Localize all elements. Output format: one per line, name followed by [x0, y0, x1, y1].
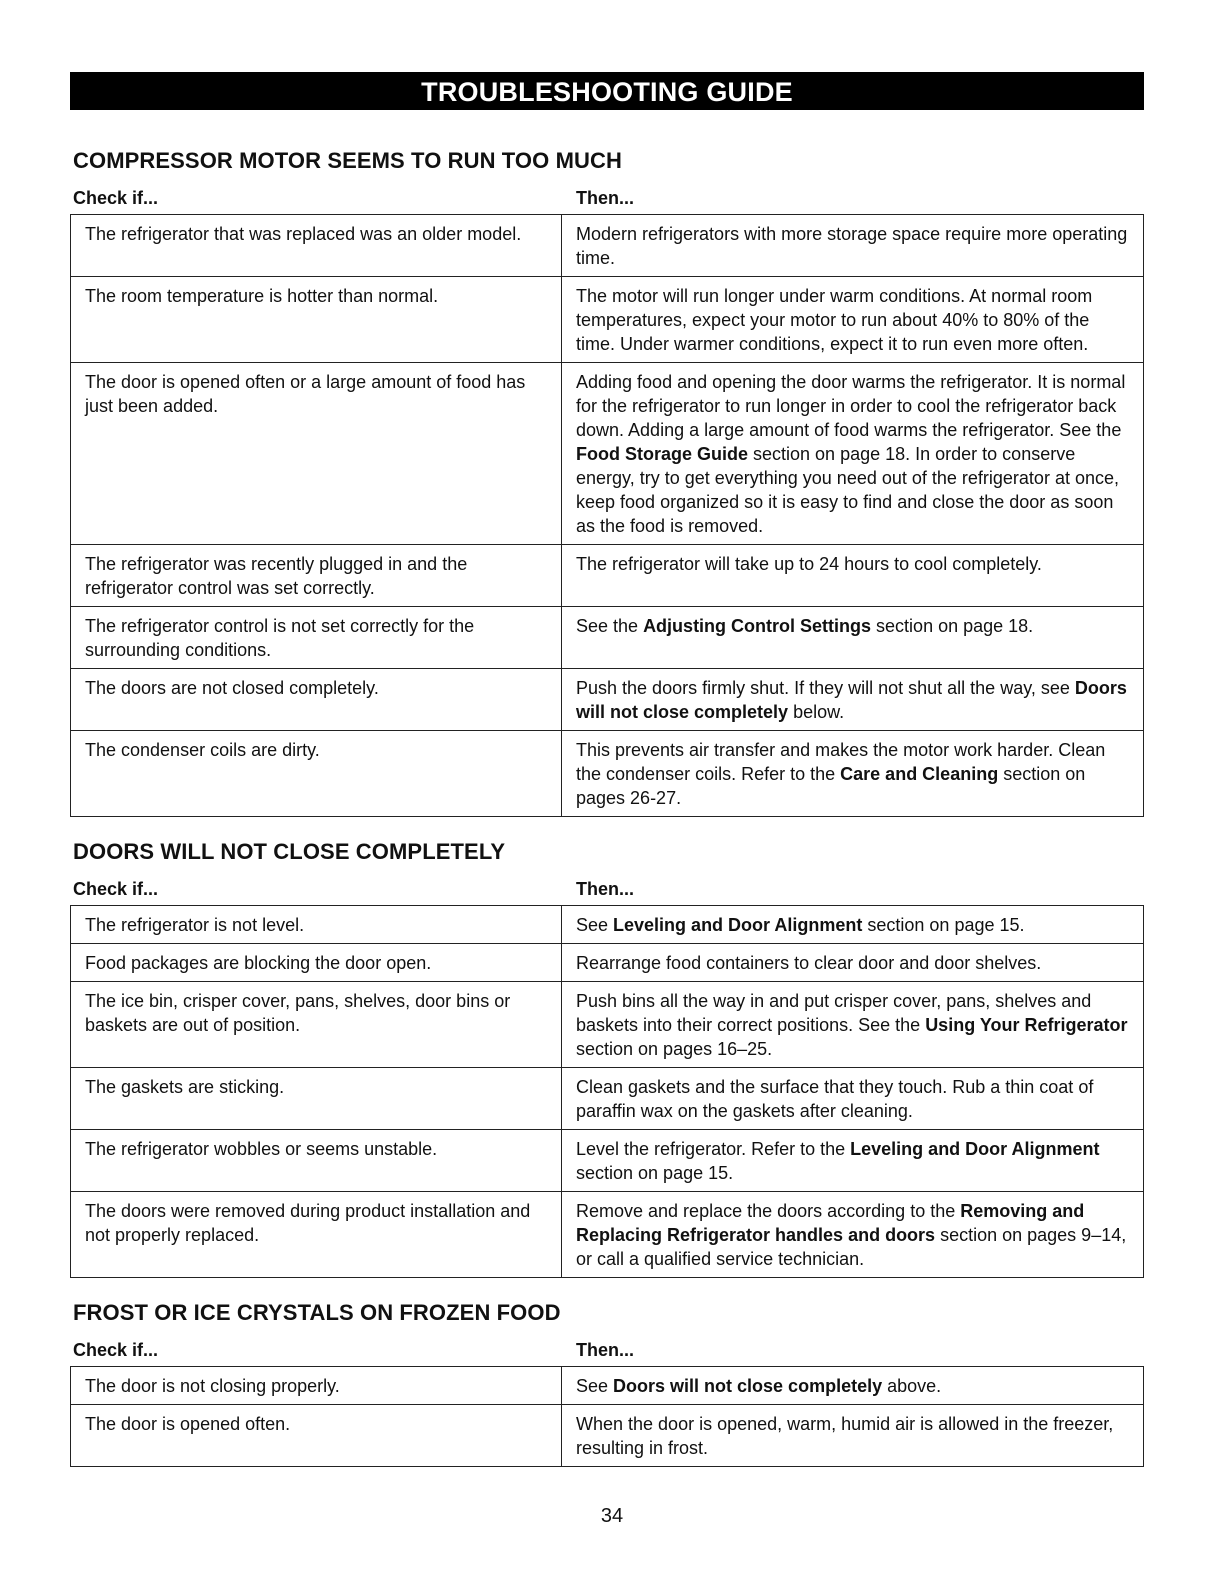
- then-text: above.: [882, 1376, 942, 1396]
- then-text: Remove and replace the doors according to the: [576, 1201, 961, 1221]
- then-cell: [562, 731, 1144, 817]
- table-row: [71, 1367, 1144, 1405]
- check-if-cell: The gaskets are sticking.: [71, 1068, 562, 1130]
- section-reference: Using Your Refrigerator: [925, 1015, 1128, 1035]
- then-text: section on pages 9–14, or call a qualified service technician.: [576, 1225, 1127, 1269]
- then-text: Rearrange food containers to clear door and door shelves.: [576, 953, 1042, 973]
- then-text: section on page 18.: [871, 616, 1034, 636]
- table-row: [71, 906, 1144, 944]
- column-headers: [70, 875, 1144, 905]
- troubleshooting-table: [70, 214, 1144, 817]
- check-if-cell: The doors are not closed completely.: [71, 669, 562, 731]
- check-if-cell: The refrigerator is not level.: [71, 906, 562, 944]
- check-if-cell: The refrigerator was recently plugged in and the refrigerator control was set correctly.: [71, 545, 562, 607]
- table-row: [71, 669, 1144, 731]
- then-cell: [562, 1130, 1144, 1192]
- then-text: section on page 15.: [862, 915, 1025, 935]
- then-text: See the: [576, 616, 644, 636]
- table-row: [71, 731, 1144, 817]
- section-frost: [70, 1300, 1144, 1467]
- column-headers: [70, 184, 1144, 214]
- table-row: [71, 1068, 1144, 1130]
- then-text: section on pages 16–25.: [576, 1039, 773, 1059]
- then-text: The motor will run longer under warm conditions. At normal room temperatures, expect your motor to run about 40% to 80% of the time. Under warmer conditions, expect it to run even more often.: [576, 286, 1093, 354]
- then-text: See: [576, 915, 614, 935]
- then-cell: [562, 607, 1144, 669]
- then-text: The refrigerator will take up to 24 hours to cool completely.: [576, 554, 1042, 574]
- check-if-cell: The door is opened often or a large amount of food has just been added.: [71, 363, 562, 545]
- section-reference: Doors will not close completely: [576, 678, 1127, 722]
- section-reference: Adjusting Control Settings: [643, 616, 872, 636]
- table-row: [71, 1130, 1144, 1192]
- section-title: FROST OR ICE CRYSTALS ON FROZEN FOOD: [73, 1300, 561, 1325]
- section-reference: Leveling and Door Alignment: [850, 1139, 1100, 1159]
- section-reference: Care and Cleaning: [840, 764, 999, 784]
- table-row: [71, 363, 1144, 545]
- check-if-cell: The condenser coils are dirty.: [71, 731, 562, 817]
- check-if-cell: Food packages are blocking the door open.: [71, 944, 562, 982]
- then-text: section on page 15.: [576, 1163, 734, 1183]
- column-headers: [70, 1336, 1144, 1366]
- then-text: Push the doors firmly shut. If they will not shut all the way, see: [576, 678, 1075, 698]
- check-if-cell: The refrigerator wobbles or seems unstable.: [71, 1130, 562, 1192]
- then-text: section on pages 26-27.: [576, 764, 1086, 808]
- section-doors: [70, 839, 1144, 1278]
- then-text: section on page 18. In order to conserve energy, try to get everything you need out of the refrigerator at once, keep food organized so it is easy to find and close the door as soon as the food is removed.: [576, 444, 1119, 536]
- then-text: Push bins all the way in and put crisper cover, pans, shelves and baskets into their correct positions. See the: [576, 991, 1092, 1035]
- then-text: This prevents air transfer and makes the motor work harder. Clean the condenser coils. Refer to the: [576, 740, 1106, 784]
- check-if-header: Check if...: [73, 188, 159, 208]
- table-row: [71, 607, 1144, 669]
- troubleshooting-table: [70, 905, 1144, 1278]
- then-text: below.: [788, 702, 845, 722]
- section-title: COMPRESSOR MOTOR SEEMS TO RUN TOO MUCH: [73, 148, 622, 173]
- page-number: 34: [600, 1505, 624, 1527]
- then-cell: [562, 906, 1144, 944]
- then-text: Adding food and opening the door warms the refrigerator. It is normal for the refrigerator to run longer in order to cool the refrigerator back down. Adding a large amount of food warms the refrigerator. See the: [576, 372, 1126, 440]
- check-if-cell: The door is opened often.: [71, 1405, 562, 1467]
- then-cell: [562, 1192, 1144, 1278]
- then-cell: [562, 215, 1144, 277]
- check-if-header: Check if...: [73, 879, 159, 899]
- table-row: [71, 982, 1144, 1068]
- then-cell: [562, 1367, 1144, 1405]
- then-header: Then...: [576, 188, 634, 208]
- then-cell: [562, 1405, 1144, 1467]
- section-title: DOORS WILL NOT CLOSE COMPLETELY: [73, 839, 506, 864]
- check-if-header: Check if...: [73, 1340, 159, 1360]
- then-text: Level the refrigerator. Refer to the: [576, 1139, 851, 1159]
- check-if-cell: The refrigerator control is not set correctly for the surrounding conditions.: [71, 607, 562, 669]
- then-cell: [562, 669, 1144, 731]
- page: [70, 72, 1144, 1467]
- check-if-cell: The ice bin, crisper cover, pans, shelves, door bins or baskets are out of position.: [71, 982, 562, 1068]
- table-row: [71, 545, 1144, 607]
- then-cell: [562, 982, 1144, 1068]
- table-row: [71, 1405, 1144, 1467]
- table-row: [71, 944, 1144, 982]
- then-header: Then...: [576, 1340, 634, 1360]
- page-banner: TROUBLESHOOTING GUIDE: [70, 72, 1144, 110]
- then-text: When the door is opened, warm, humid air is allowed in the freezer, resulting in frost.: [576, 1414, 1114, 1458]
- table-row: [71, 215, 1144, 277]
- check-if-cell: The room temperature is hotter than normal.: [71, 277, 562, 363]
- table-row: [71, 277, 1144, 363]
- section-compressor: [70, 148, 1144, 817]
- section-reference: Food Storage Guide: [576, 444, 749, 464]
- then-text: Modern refrigerators with more storage space require more operating time.: [576, 224, 1128, 268]
- then-cell: [562, 277, 1144, 363]
- check-if-cell: The door is not closing properly.: [71, 1367, 562, 1405]
- section-reference: Removing and Replacing Refrigerator handles and doors: [576, 1201, 1085, 1245]
- check-if-cell: The doors were removed during product installation and not properly replaced.: [71, 1192, 562, 1278]
- section-reference: Leveling and Door Alignment: [613, 915, 863, 935]
- then-cell: [562, 545, 1144, 607]
- then-cell: [562, 1068, 1144, 1130]
- section-reference: Doors will not close completely: [613, 1376, 883, 1396]
- then-cell: [562, 363, 1144, 545]
- then-cell: [562, 944, 1144, 982]
- then-text: See: [576, 1376, 614, 1396]
- then-header: Then...: [576, 879, 634, 899]
- then-text: Clean gaskets and the surface that they touch. Rub a thin coat of paraffin wax on the gaskets after cleaning.: [576, 1077, 1094, 1121]
- troubleshooting-table: [70, 1366, 1144, 1467]
- table-row: [71, 1192, 1144, 1278]
- check-if-cell: The refrigerator that was replaced was an older model.: [71, 215, 562, 277]
